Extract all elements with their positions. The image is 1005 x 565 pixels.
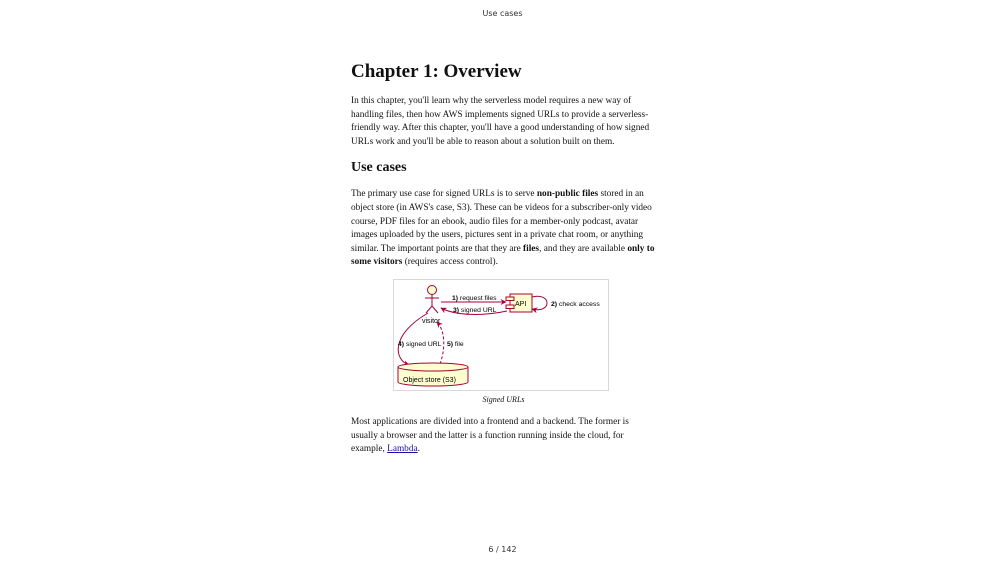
label-file-return	[447, 341, 464, 348]
api-label: API	[515, 300, 527, 308]
use-cases-paragraph	[351, 188, 656, 270]
step-text: request files	[458, 294, 497, 302]
lambda-link[interactable]: Lambda	[387, 444, 418, 455]
bold-non-public-files: non-public files	[536, 189, 599, 200]
running-header: Use cases	[482, 9, 523, 18]
step-text: check access	[557, 300, 600, 308]
chapter-title: Chapter 1: Overview	[351, 61, 522, 82]
applications-paragraph	[351, 416, 656, 457]
step-number: 5)	[447, 340, 454, 348]
text-run: The primary use case for signed URLs is to serve	[351, 189, 537, 200]
label-check-access	[551, 301, 600, 308]
step-number: 3)	[453, 306, 460, 314]
label-signed-url-to-store	[398, 341, 442, 348]
text-run: Most applications are divided into a frontend and a backend. The former is usually a browser and the latter is a function running inside the cloud, for example,	[351, 416, 629, 455]
label-signed-url-response	[453, 307, 497, 314]
text-run: .	[417, 444, 420, 455]
figure-caption: Signed URLs	[482, 394, 525, 404]
page-content	[351, 58, 656, 457]
page-indicator: 6 / 142	[488, 545, 517, 554]
label-request-files	[452, 295, 497, 302]
text-run: (requires access control).	[402, 257, 498, 268]
sequence-diagram	[393, 279, 609, 391]
step-number: 2)	[551, 300, 558, 308]
bold-files: files	[523, 243, 540, 254]
section-title: Use cases	[351, 160, 407, 176]
step-text: file	[453, 340, 464, 348]
bold-only-some-visitors: only to some visitors	[351, 243, 655, 268]
step-text: signed URL	[459, 306, 497, 314]
arrow-check-access	[532, 296, 547, 309]
text-run: , and they are available	[539, 243, 628, 254]
text-run: stored in an object store (in AWS's case, S3). These can be videos for a subscriber-only video course, PDF files for an ebook, audio files for a member-only podcast, avatar images uploaded by the users, pictures sent in a private chat room, or anything similar. The important points are that they are	[351, 189, 652, 254]
intro-paragraph: In this chapter, you'll learn why the serverless model requires a new way of handling files, then how AWS implements signed URLs to provide a serverless-friendly way. After this chapter, you'll have a good understanding of how signed URLs work and you'll be able to reason about a solution built on them.	[351, 96, 650, 147]
step-number: 4)	[398, 340, 405, 348]
diagram-svg	[394, 280, 610, 392]
visitor-label: visitor	[422, 317, 441, 325]
step-text: signed URL	[404, 340, 442, 348]
object-store-label: Object store (S3)	[403, 376, 456, 384]
step-number: 1)	[452, 294, 459, 302]
visitor-actor-icon	[425, 285, 439, 313]
